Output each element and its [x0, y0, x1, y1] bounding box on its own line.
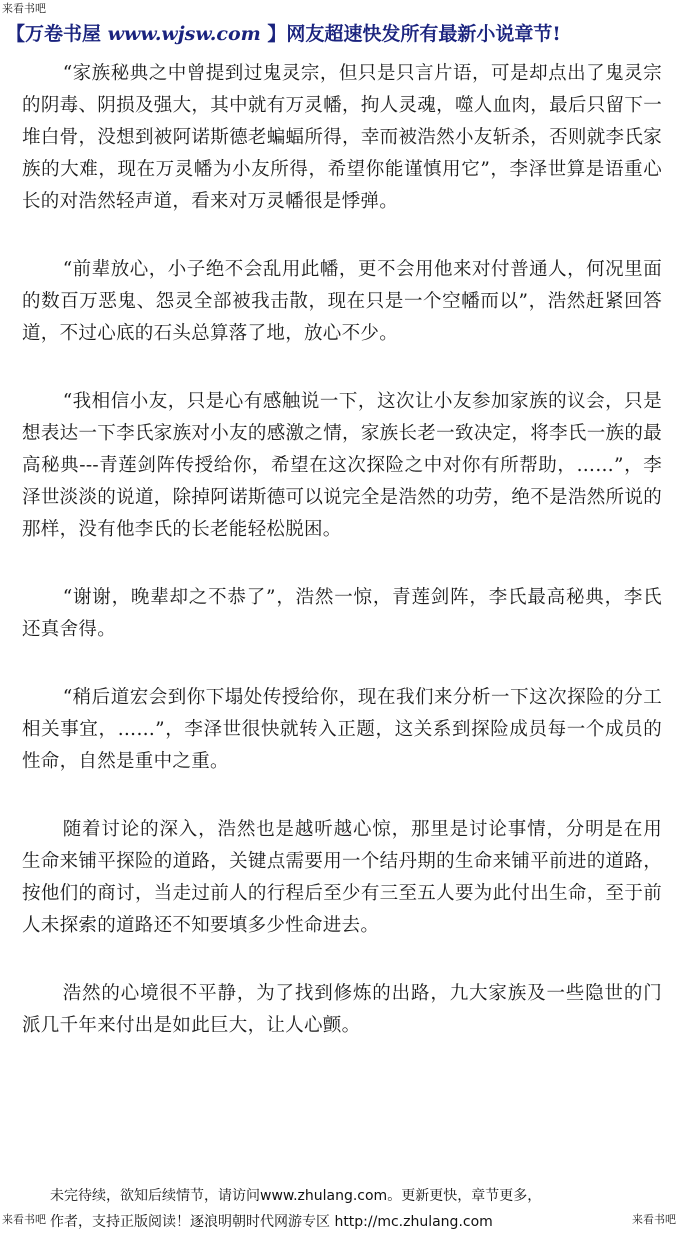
banner-open-bracket: 【: [6, 23, 26, 45]
chapter-content: [22, 58, 662, 1078]
watermark-bottom-right: 来看书吧: [632, 1213, 676, 1226]
paragraph: “家族秘典之中曾提到过鬼灵宗，但只是只言片语，可是却点出了鬼灵宗的阴毒、阴损及强大，其中就有万灵幡，拘人灵魂，噬人血肉，最后只留下一堆白骨，没想到被阿诺斯德老蝙蝠所得，幸而被浩然小友斩杀，否则就李氏家族的大难，现在万灵幡为小友所得，希望你能谨慎用它”，李泽世算是语重心长的对浩然轻声道，看来对万灵幡很是悸弹。: [22, 63, 662, 212]
watermark-top-left: 来看书吧: [2, 2, 46, 15]
banner-site-url[interactable]: www.wjsw.com: [107, 23, 261, 45]
paragraph: 随着讨论的深入，浩然也是越听越心惊，那里是讨论事情，分明是在用生命来铺平探险的道路，关键点需要用一个结丹期的生命来铺平前进的道路，按他们的商讨，当走过前人的行程后至少有三至五人要为此付出生命，至于前人未探索的道路还不知要填多少性命进去。: [22, 819, 662, 936]
paragraph: “前辈放心，小子绝不会乱用此幡，更不会用他来对付普通人，何况里面的数百万恶鬼、怨灵全部被我击散，现在只是一个空幡而以”，浩然赶紧回答道，不过心底的石头总算落了地，放心不少。: [22, 259, 662, 344]
footer-notice: [50, 1183, 670, 1235]
paragraph: “稍后道宏会到你下塌处传授给你，现在我们来分析一下这次探险的分工相关事宜，……”，李泽世很快就转入正题，这关系到探险成员每一个成员的性命，自然是重中之重。: [22, 687, 662, 772]
paragraph: “谢谢，晚辈却之不恭了”，浩然一惊，青莲剑阵，李氏最高秘典，李氏还真舍得。: [22, 587, 662, 640]
banner-site-name: 万卷书屋: [25, 23, 102, 45]
watermark-bottom-left: 来看书吧: [2, 1213, 46, 1226]
footer-line-support: 作者，支持正版阅读！逐浪明朝时代网游专区 http://mc.zhulang.com: [50, 1214, 493, 1230]
site-banner: [6, 22, 674, 46]
paragraph: 浩然的心境很不平静，为了找到修炼的出路，九大家族及一些隐世的门派几千年来付出是如此巨大，让人心颤。: [22, 983, 662, 1036]
footer-line-continue: 未完待续，欲知后续情节，请访问www.zhulang.com。更新更快，章节更多，: [50, 1188, 542, 1204]
banner-close-bracket: 】: [267, 23, 287, 45]
banner-slogan: 网友超速快发所有最新小说章节!: [286, 23, 561, 45]
paragraph: “我相信小友，只是心有感触说一下，这次让小友参加家族的议会，只是想表达一下李氏家族对小友的感激之情，家族长老一致决定，将李氏一族的最高秘典---青莲剑阵传授给你，希望在这次探险之中对你有所帮助，……”，李泽世淡淡的说道，除掉阿诺斯德可以说完全是浩然的功劳，绝不是浩然所说的那样，没有他李氏的长老能轻松脱困。: [22, 391, 662, 540]
